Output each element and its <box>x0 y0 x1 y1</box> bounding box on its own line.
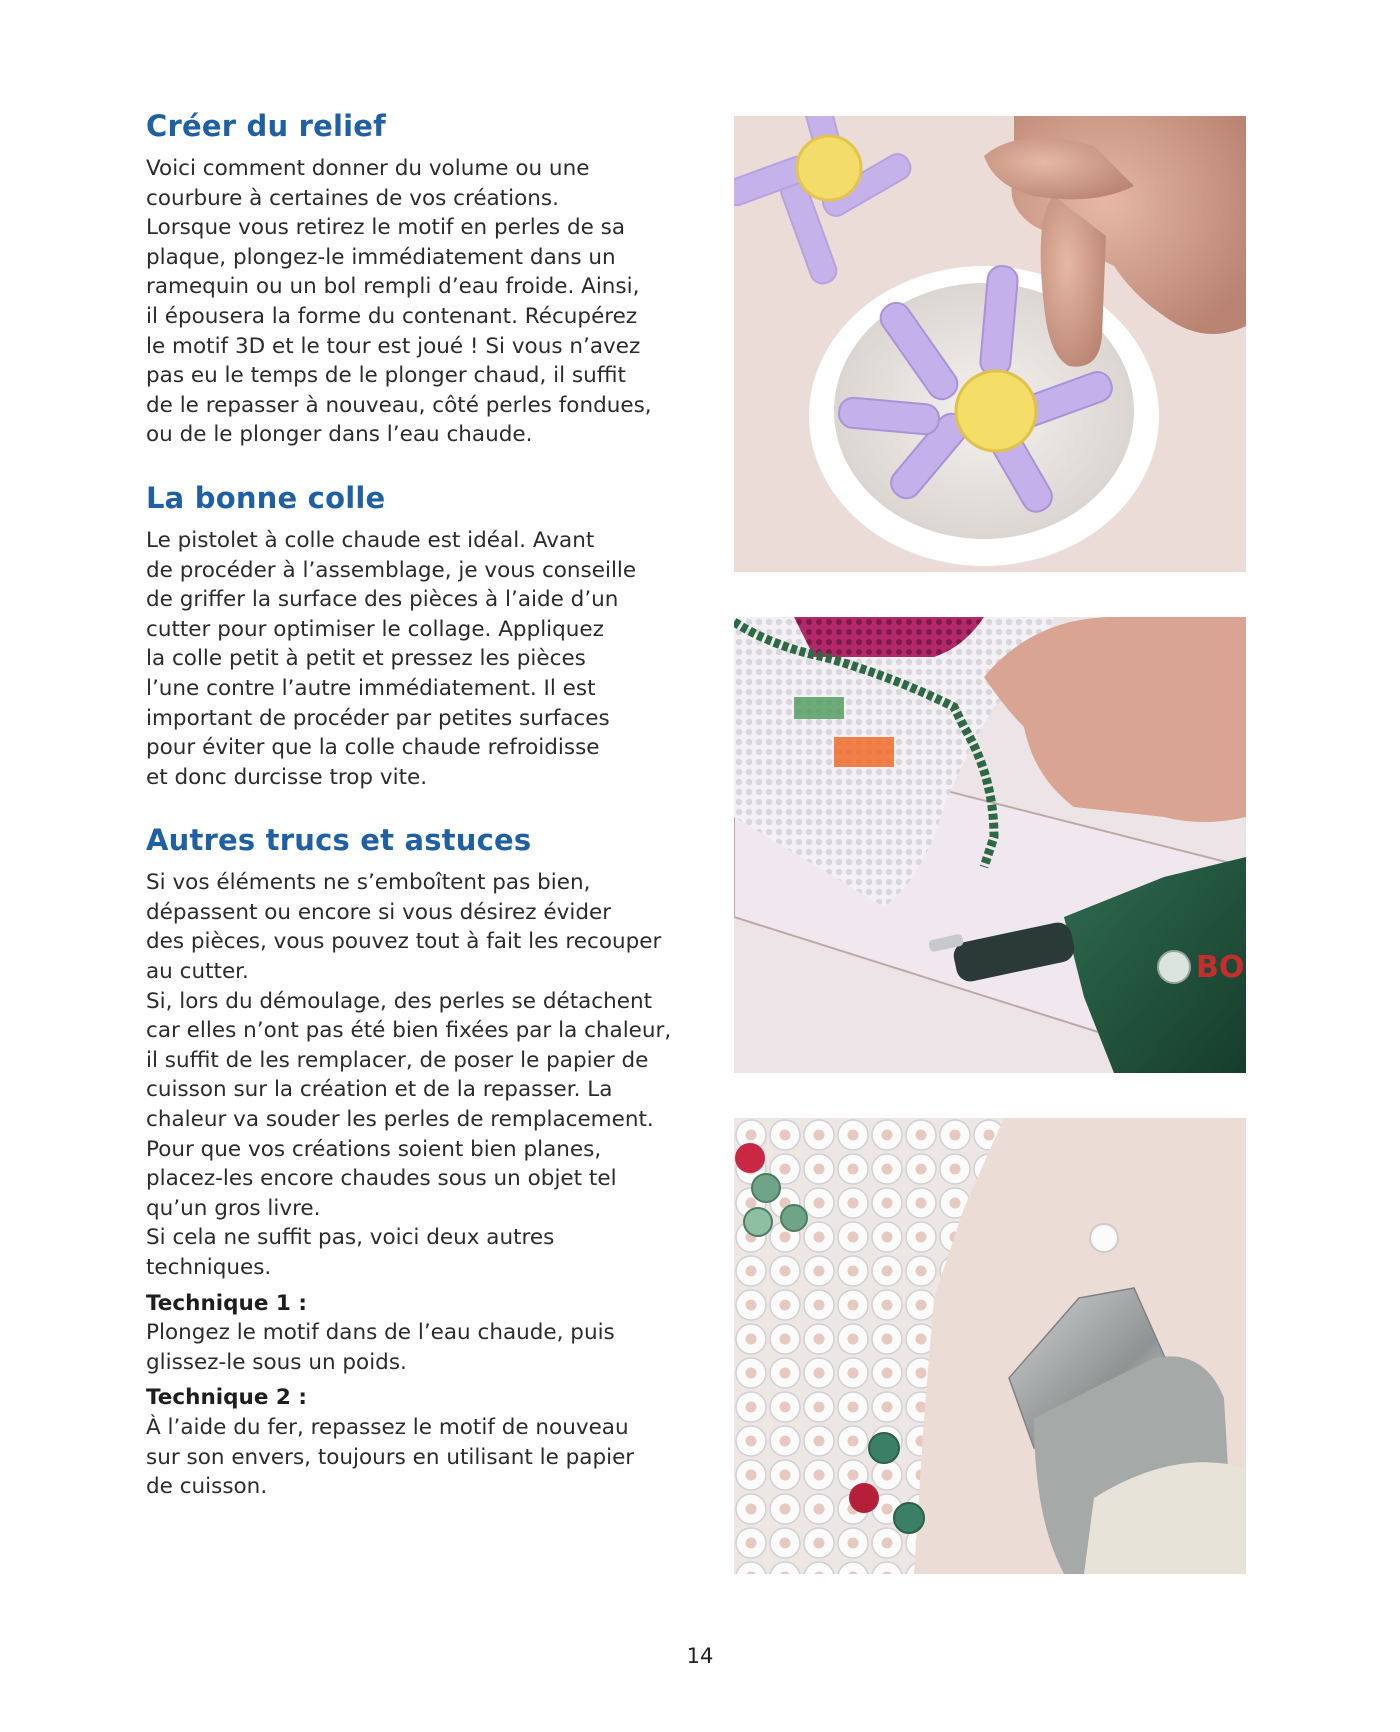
section-la-bonne-colle <box>146 480 686 792</box>
text-line: glissez-le sous un poids. <box>146 1349 407 1375</box>
text-line: À l’aide du fer, repassez le motif de nouveau <box>146 1414 629 1440</box>
loose-bead <box>1090 1224 1118 1252</box>
text-line: important de procéder par petites surfaces <box>146 705 610 731</box>
text-line: pas eu le temps de le plonger chaud, il suffit <box>146 363 626 389</box>
text-line: sur son envers, toujours en utilisant le papier <box>146 1444 635 1470</box>
text-line: de le repasser à nouveau, côté perles fondues, <box>146 392 652 418</box>
text-line: et donc durcisse trop vite. <box>146 764 428 790</box>
heading-la-bonne-colle: La bonne colle <box>146 480 386 515</box>
heading-creer-du-relief: Créer du relief <box>146 109 386 143</box>
text-line: des pièces, vous pouvez tout à fait les recouper <box>146 929 662 955</box>
photo1-illustration <box>734 116 1246 572</box>
photo-cutter-trimming-beads <box>734 1118 1246 1574</box>
text-line: placez-les encore chaudes sous un objet tel <box>146 1166 617 1192</box>
section-creer-du-relief <box>146 108 686 450</box>
text-line: ou de le plonger dans l’eau chaude. <box>146 422 533 448</box>
text-line: Le pistolet à colle chaude est idéal. Avant <box>146 527 595 553</box>
photo-bead-flower-in-bowl <box>734 116 1246 572</box>
technique-2-title: Technique 2 : <box>146 1385 307 1411</box>
photo3-illustration <box>734 1118 1246 1574</box>
text-line: la colle petit à petit et pressez les pièces <box>146 646 586 672</box>
text-line: cuisson sur la création et de la repasser. La <box>146 1077 613 1103</box>
text-line: dépassent ou encore si vous désirez évider <box>146 899 612 925</box>
heading-autres-trucs-et-astuces: Autres trucs et astuces <box>146 823 532 858</box>
text-line: Voici comment donner du volume ou une <box>146 156 590 181</box>
text-line: au cutter. <box>146 959 249 985</box>
text-line: courbure à certaines de vos créations. <box>146 185 559 211</box>
text-line: de griffer la surface des pièces à l’aide d’un <box>146 587 619 613</box>
text-line: qu’un gros livre. <box>146 1195 321 1221</box>
bead-green-area <box>794 697 844 719</box>
text-line: techniques. <box>146 1255 272 1280</box>
text-line: Si, lors du démoulage, des perles se détachent <box>146 988 653 1014</box>
text-line: Si cela ne suffit pas, voici deux autres <box>146 1225 555 1251</box>
paragraph-relief <box>146 154 686 450</box>
text-line: il épousera la forme du contenant. Récupérez <box>146 303 638 329</box>
text-line: l’une contre l’autre immédiatement. Il est <box>146 675 596 701</box>
paragraph-colle <box>146 526 686 792</box>
text-line: plaque, plongez-le immédiatement dans un <box>146 244 616 270</box>
text-line: Pour que vos créations soient bien planes, <box>146 1136 602 1162</box>
text-line: il suffit de les remplacer, de poser le papier de <box>146 1047 649 1073</box>
text-line: Si vos éléments ne s’emboîtent pas bien, <box>146 870 591 896</box>
glue-gun-brand: BO <box>1196 950 1245 985</box>
photo-glue-gun-assembly <box>734 617 1246 1073</box>
text-line: ramequin ou un bol rempli d’eau froide. Ainsi, <box>146 274 640 300</box>
section-autres-trucs <box>146 822 686 1501</box>
text-line: Lorsque vous retirez le motif en perles de sa <box>146 215 626 241</box>
page-number: 14 <box>686 1644 714 1668</box>
flower-center <box>956 371 1036 451</box>
photo2-illustration <box>734 617 1246 1073</box>
text-line: de procéder à l’assemblage, je vous conseille <box>146 557 637 583</box>
text-column <box>146 108 686 1502</box>
text-line: de cuisson. <box>146 1474 268 1500</box>
text-line: pour éviter que la colle chaude refroidisse <box>146 735 600 761</box>
paragraph-astuces <box>146 868 686 1501</box>
text-line: le motif 3D et le tour est joué ! Si vous n’avez <box>146 333 641 359</box>
text-line: cutter pour optimiser le collage. Appliquez <box>146 616 604 642</box>
text-line: chaleur va souder les perles de remplacement. <box>146 1107 654 1133</box>
text-line: Plongez le motif dans de l’eau chaude, puis <box>146 1320 615 1346</box>
bead-orange-area <box>834 737 894 767</box>
technique-1-title: Technique 1 : <box>146 1290 307 1316</box>
text-line: car elles n’ont pas été bien fixées par la chaleur, <box>146 1018 672 1044</box>
